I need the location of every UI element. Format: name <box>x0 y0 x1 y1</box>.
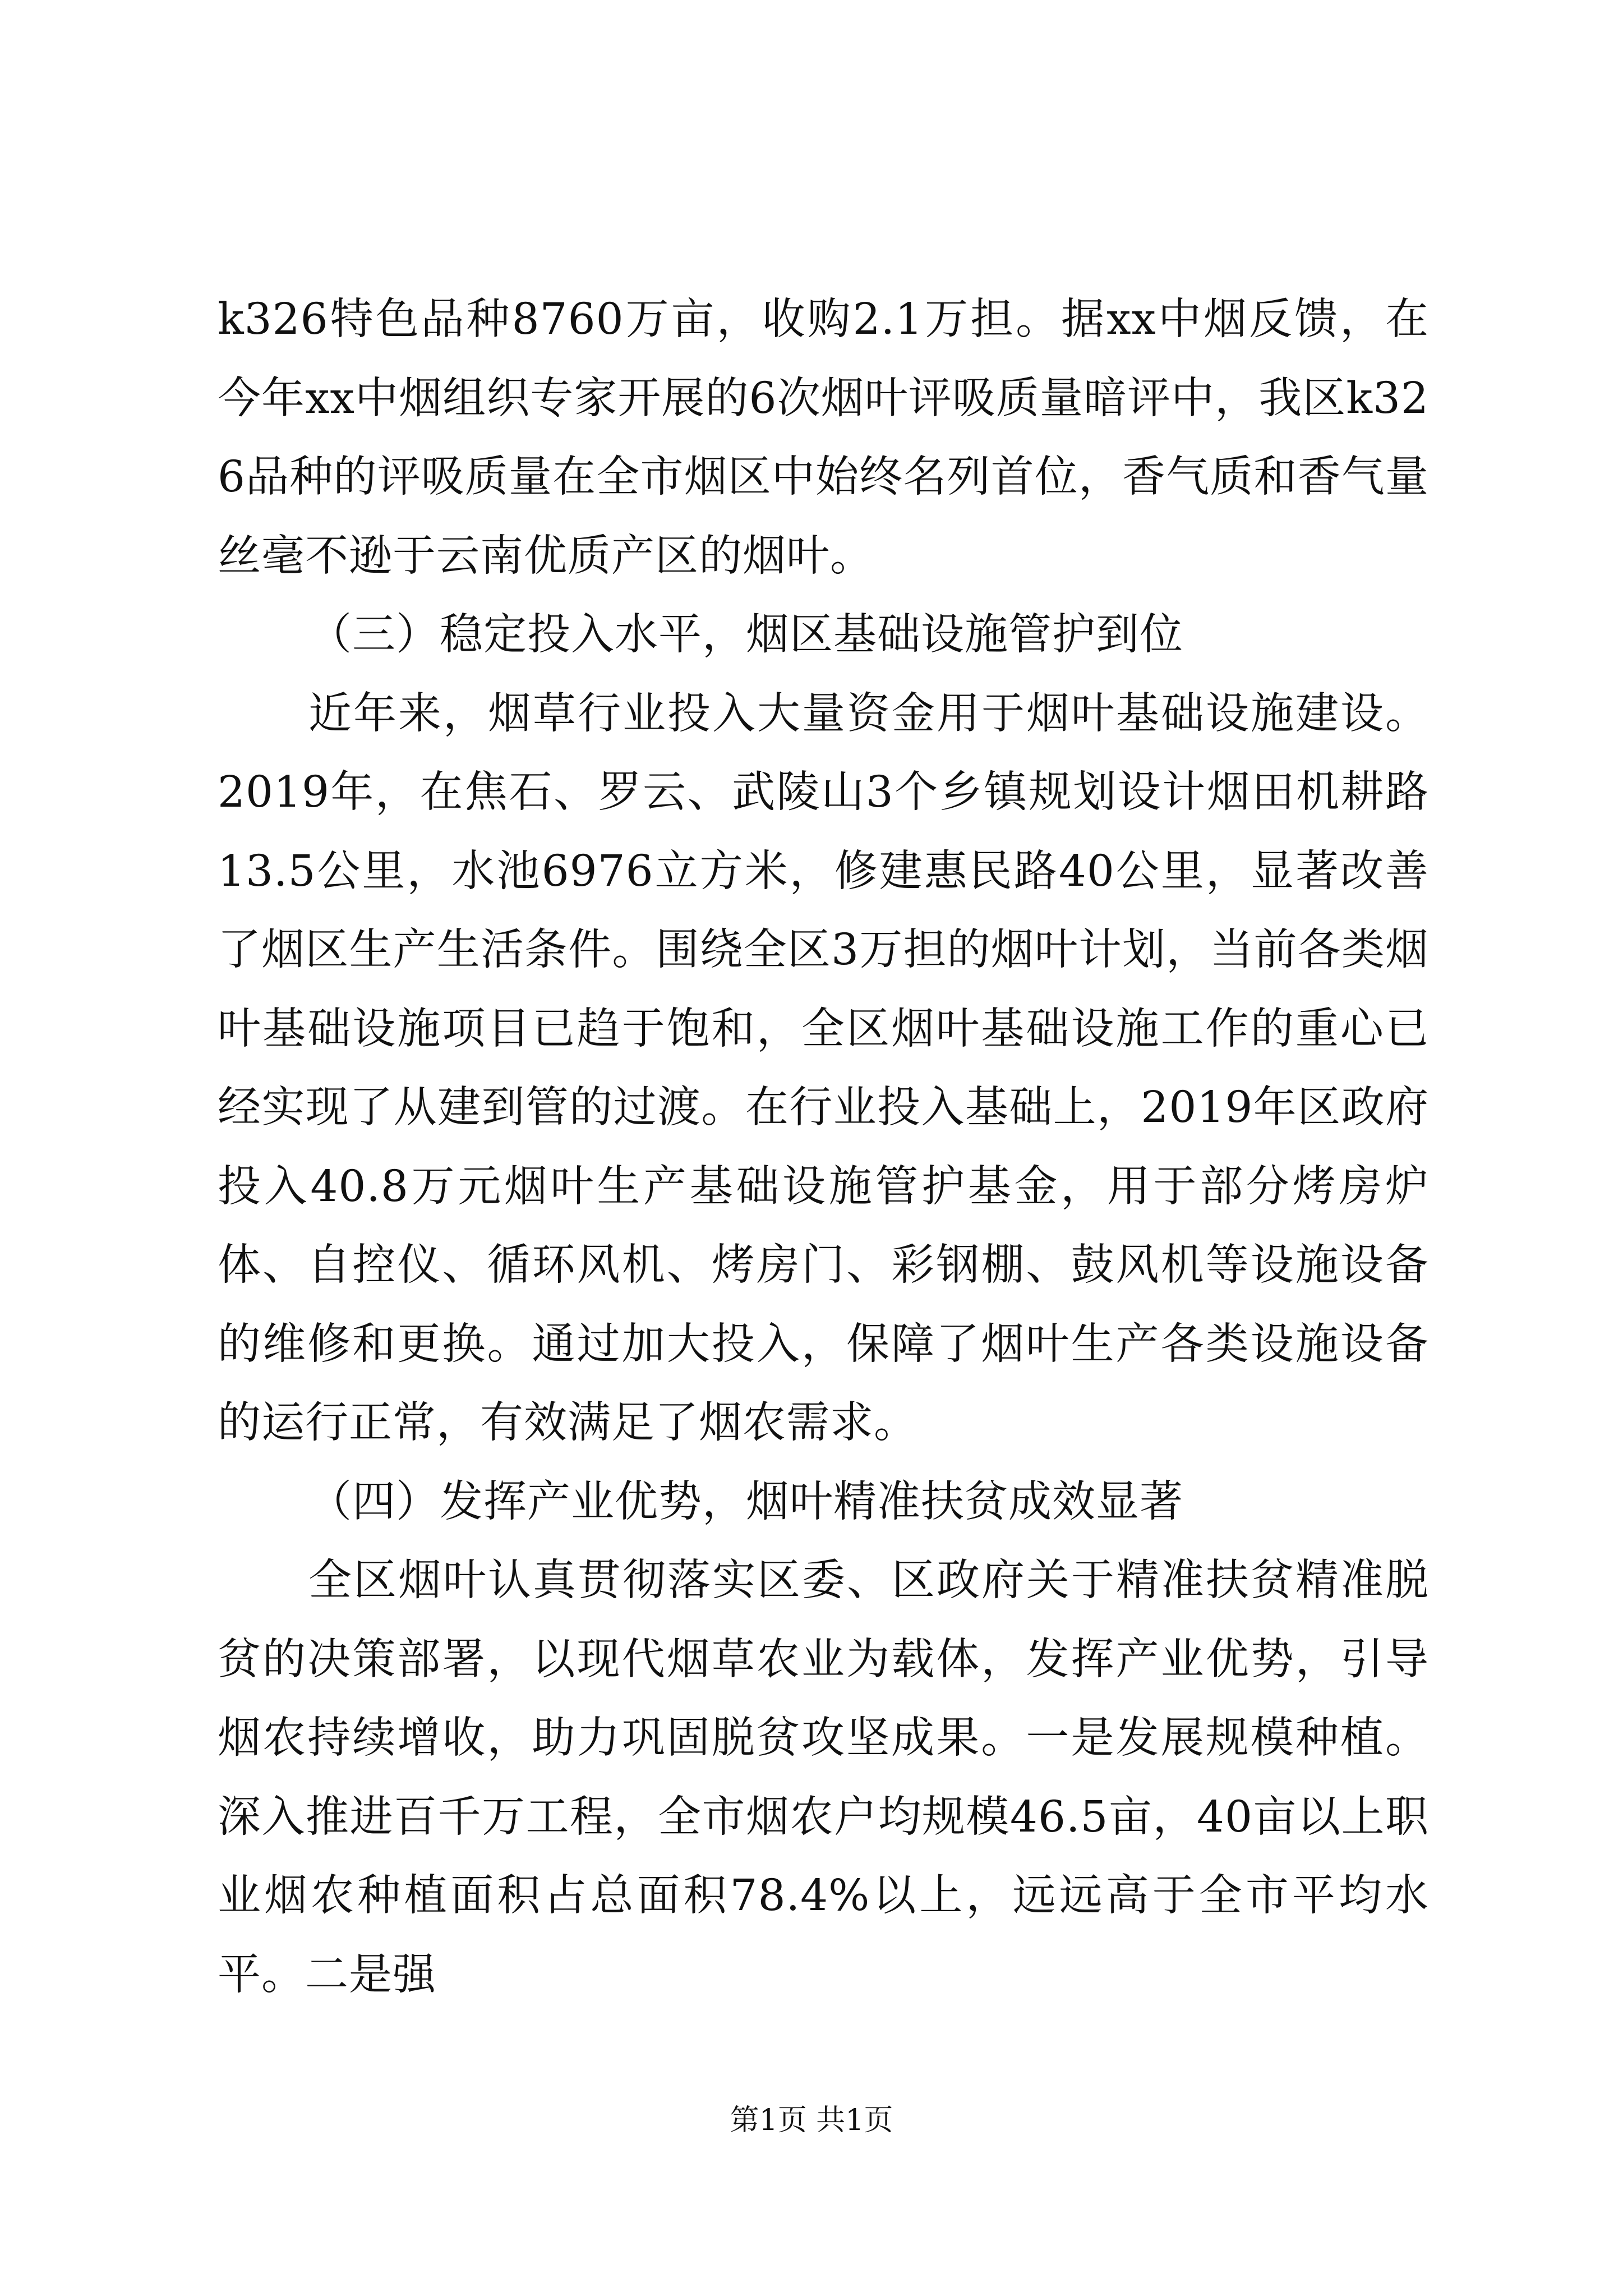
paragraph-poverty-alleviation: 全区烟叶认真贯彻落实区委、区政府关于精准扶贫精准脱贫的决策部署，以现代烟草农业为载体，发挥产业优势，引导烟农持续增收，助力巩固脱贫攻坚成果。一是发展规模种植。深入推进百千万工程，全市烟农户均规模46.5亩，40亩以上职业烟农种植面积占总面积78.4%以上，远远高于全市平均水平。二是强 <box>218 1556 1429 2000</box>
section-heading-4: （四）发挥产业优势，烟叶精准扶贫成效显著 <box>308 1476 1183 1527</box>
document-body <box>218 280 1429 2014</box>
page-footer: 第1页 共1页 <box>730 2104 893 2137</box>
paragraph-continuation: k326特色品种8760万亩，收购2.1万担。据xx中烟反馈，在今年xx中烟组织专家开展的6次烟叶评吸质量暗评中，我区k326品种的评吸质量在全市烟区中始终名列首位，香气质和香气量丝毫不逊于云南优质产区的烟叶。 <box>218 295 1429 581</box>
section-heading-3: （三）稳定投入水平，烟区基础设施管护到位 <box>308 610 1183 660</box>
paragraph-infrastructure: 近年来，烟草行业投入大量资金用于烟叶基础设施建设。2019年，在焦石、罗云、武陵山3个乡镇规划设计烟田机耕路13.5公里，水池6976立方米，修建惠民路40公里，显著改善了烟区生产生活条件。围绕全区3万担的烟叶计划，当前各类烟叶基础设施项目已趋于饱和，全区烟叶基础设施工作的重心已经实现了从建到管的过渡。在行业投入基础上，2019年区政府投入40.8万元烟叶生产基础设施管护基金，用于部分烤房炉体、自控仪、循环风机、烤房门、彩钢棚、鼓风机等设施设备的维修和更换。通过加大投入，保障了烟叶生产各类设施设备的运行正常，有效满足了烟农需求。 <box>218 688 1429 1448</box>
